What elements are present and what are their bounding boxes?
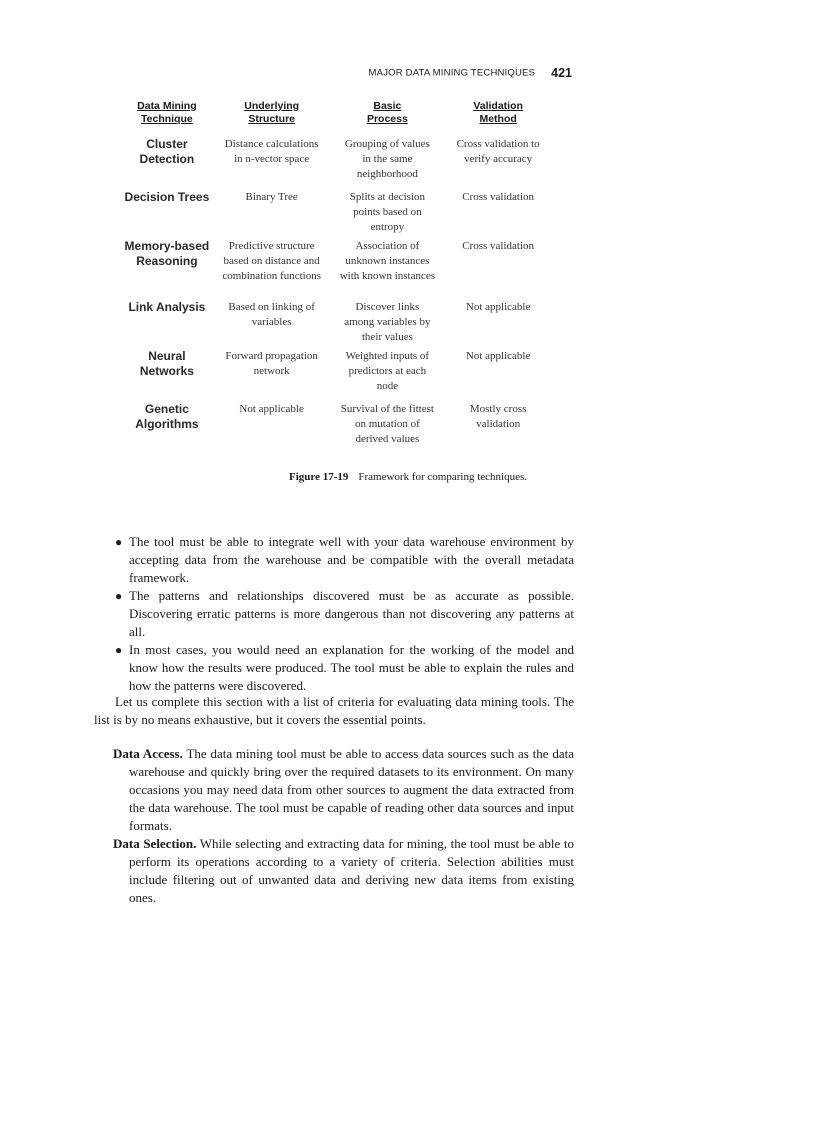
list-item: ● In most cases, you would need an explanation for the working of the model and know how the results were produced. The tool must be able to explain the rules and how the patterns were discovered.	[115, 642, 574, 693]
validation-cell: Mostly cross validation	[469, 403, 527, 430]
body-paragraph: Let us complete this section with a list of criteria for evaluating data mining tools. The list is by no means exhaustive, but it covers the essential points.	[94, 694, 574, 727]
table-row	[122, 300, 552, 345]
running-head	[0, 64, 572, 82]
structure-cell: Predictive structure based on distance and combination functions	[222, 240, 321, 282]
structure-cell: Binary Tree	[245, 191, 298, 203]
criterion-text: The data mining tool must be able to access data sources such as the data warehouse and quickly bring over the required datasets to its environment. On many occasions you may need data from other sources to augment the data extracted from the data warehouse. The tool must be capable of reading other data sources and input formats.	[129, 746, 574, 833]
technique-cell: Neural Networks	[139, 349, 194, 378]
criterion-term: Data Selection.	[113, 836, 197, 851]
figure-caption	[0, 471, 816, 483]
process-cell: Discover links among variables by their values	[344, 301, 431, 343]
figure-caption-text: Framework for comparing techniques.	[358, 471, 527, 483]
list-item: ● The tool must be able to integrate well with your data warehouse environment by accepting data from the warehouse and be compatible with the overall metadata framework.	[115, 534, 574, 585]
bullet-list	[112, 533, 574, 695]
criterion-data-access	[113, 745, 574, 835]
structure-cell: Not applicable	[239, 403, 304, 415]
technique-cell: Link Analysis	[128, 300, 206, 314]
criterion-term: Data Access.	[113, 746, 183, 761]
header-process: Basic Process	[366, 100, 408, 125]
validation-cell: Not applicable	[465, 301, 531, 313]
technique-cell: Memory-based Reasoning	[124, 239, 210, 268]
technique-cell: Cluster Detection	[139, 137, 195, 166]
technique-cell: Genetic Algorithms	[135, 402, 199, 431]
process-cell: Association of unknown instances with known instances	[339, 240, 436, 282]
validation-cell: Cross validation to verify accuracy	[456, 138, 540, 165]
criteria-list	[113, 745, 574, 907]
figure-caption-label: Figure 17-19	[289, 471, 349, 483]
bullet-icon: ●	[115, 643, 123, 657]
process-cell: Splits at decision points based on entropy	[349, 191, 425, 233]
process-cell: Grouping of values in the same neighborhood	[344, 138, 430, 180]
validation-cell: Cross validation	[462, 240, 535, 252]
structure-cell: Based on linking of variables	[228, 301, 315, 328]
header-technique: Data Mining Technique	[137, 100, 197, 125]
table-header-row	[122, 100, 552, 126]
bullet-icon: ●	[115, 535, 123, 549]
structure-cell: Forward propagation network	[225, 350, 318, 377]
running-head-title: MAJOR DATA MINING TECHNIQUES	[368, 67, 536, 79]
table-row	[122, 349, 552, 394]
validation-cell: Cross validation	[462, 191, 535, 203]
table-row	[122, 402, 552, 447]
table-row	[122, 190, 552, 235]
technique-cell: Decision Trees	[124, 190, 210, 204]
structure-cell: Distance calculations in n-vector space	[224, 138, 319, 165]
table-row	[122, 239, 552, 284]
figure-table	[122, 100, 552, 447]
bullet-icon: ●	[115, 589, 123, 603]
page-number: 421	[551, 65, 572, 80]
header-validation: Validation Method	[473, 100, 523, 125]
criterion-text: While selecting and extracting data for mining, the tool must be able to perform its operations according to a variety of criteria. Selection abilities must include filtering out of unwanted data and deriving new data items from existing ones.	[129, 836, 575, 905]
validation-cell: Not applicable	[465, 350, 531, 362]
criterion-data-selection	[113, 835, 574, 907]
process-cell: Survival of the fittest on mutation of derived values	[340, 403, 434, 445]
list-item: ● The patterns and relationships discovered must be as accurate as possible. Discovering erratic patterns is more dangerous than not discovering any patterns at all.	[115, 588, 574, 639]
table-row	[122, 137, 552, 182]
header-structure: Underlying Structure	[244, 100, 300, 125]
process-cell: Weighted inputs of predictors at each node	[345, 350, 430, 392]
